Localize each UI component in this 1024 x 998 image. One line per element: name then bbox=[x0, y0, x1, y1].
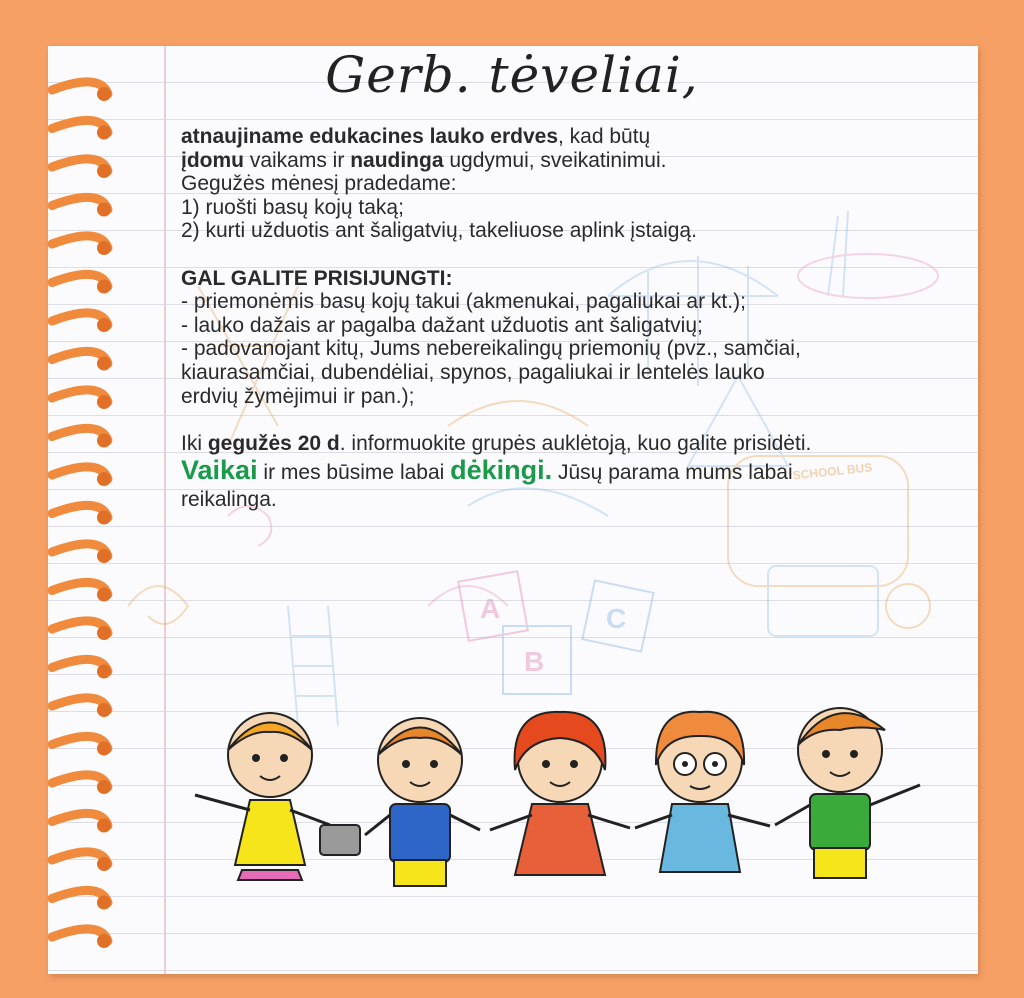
join-item: - padovanojant kitų, Jums nebereikalingų priemonių (pvz., samčiai, bbox=[181, 337, 801, 361]
closing-line-1: Iki gegužės 20 d. informuokite grupės auklėtoją, kuo galite prisidėti. bbox=[181, 431, 812, 455]
closing-line-2: Vaikai ir mes būsime labai dėkingi. Jūsų parama mums labai bbox=[181, 455, 793, 486]
closing-line-3: reikalinga. bbox=[181, 488, 277, 512]
kid-yellow bbox=[195, 713, 360, 880]
join-item: kiaurasamčiai, dubendėliai, spynos, pagaliukai ir lentelės lauko bbox=[181, 360, 765, 384]
kids-holding-hands-illustration bbox=[180, 700, 970, 900]
join-heading: GAL GALITE PRISIJUNGTI: bbox=[181, 266, 453, 290]
kid-blue bbox=[365, 718, 480, 886]
intro-line-1: atnaujiname edukacines lauko erdves, kad būtų bbox=[181, 125, 651, 148]
kid-green bbox=[775, 708, 920, 878]
intro-line-3: Gegužės mėnesį pradedame: bbox=[181, 172, 457, 196]
kid-red-hair bbox=[490, 712, 630, 875]
join-item: erdvių žymėjimui ir pan.); bbox=[181, 384, 415, 408]
intro-line-5: 2) kurti užduotis ant šaligatvių, takeliuose aplink įstaigą. bbox=[181, 219, 697, 243]
kid-glasses bbox=[635, 712, 770, 872]
intro-line-2: įdomu vaikams ir naudinga ugdymui, sveikatinimui. bbox=[181, 148, 667, 172]
join-item: - priemonėmis basų kojų takui (akmenukai, pagaliukai ar kt.); bbox=[181, 290, 746, 314]
join-item: - lauko dažais ar pagalba dažant užduotis ant šaligatvių; bbox=[181, 313, 703, 337]
bus-label: SCHOOL BUS bbox=[792, 460, 873, 483]
block-b: B bbox=[524, 646, 545, 677]
greeting-title: Gerb. tėveliai, bbox=[325, 46, 699, 104]
intro-line-4: 1) ruošti basų kojų taką; bbox=[181, 195, 404, 219]
block-a: A bbox=[480, 593, 501, 624]
block-c: C bbox=[606, 603, 627, 634]
letter-body bbox=[181, 125, 981, 512]
